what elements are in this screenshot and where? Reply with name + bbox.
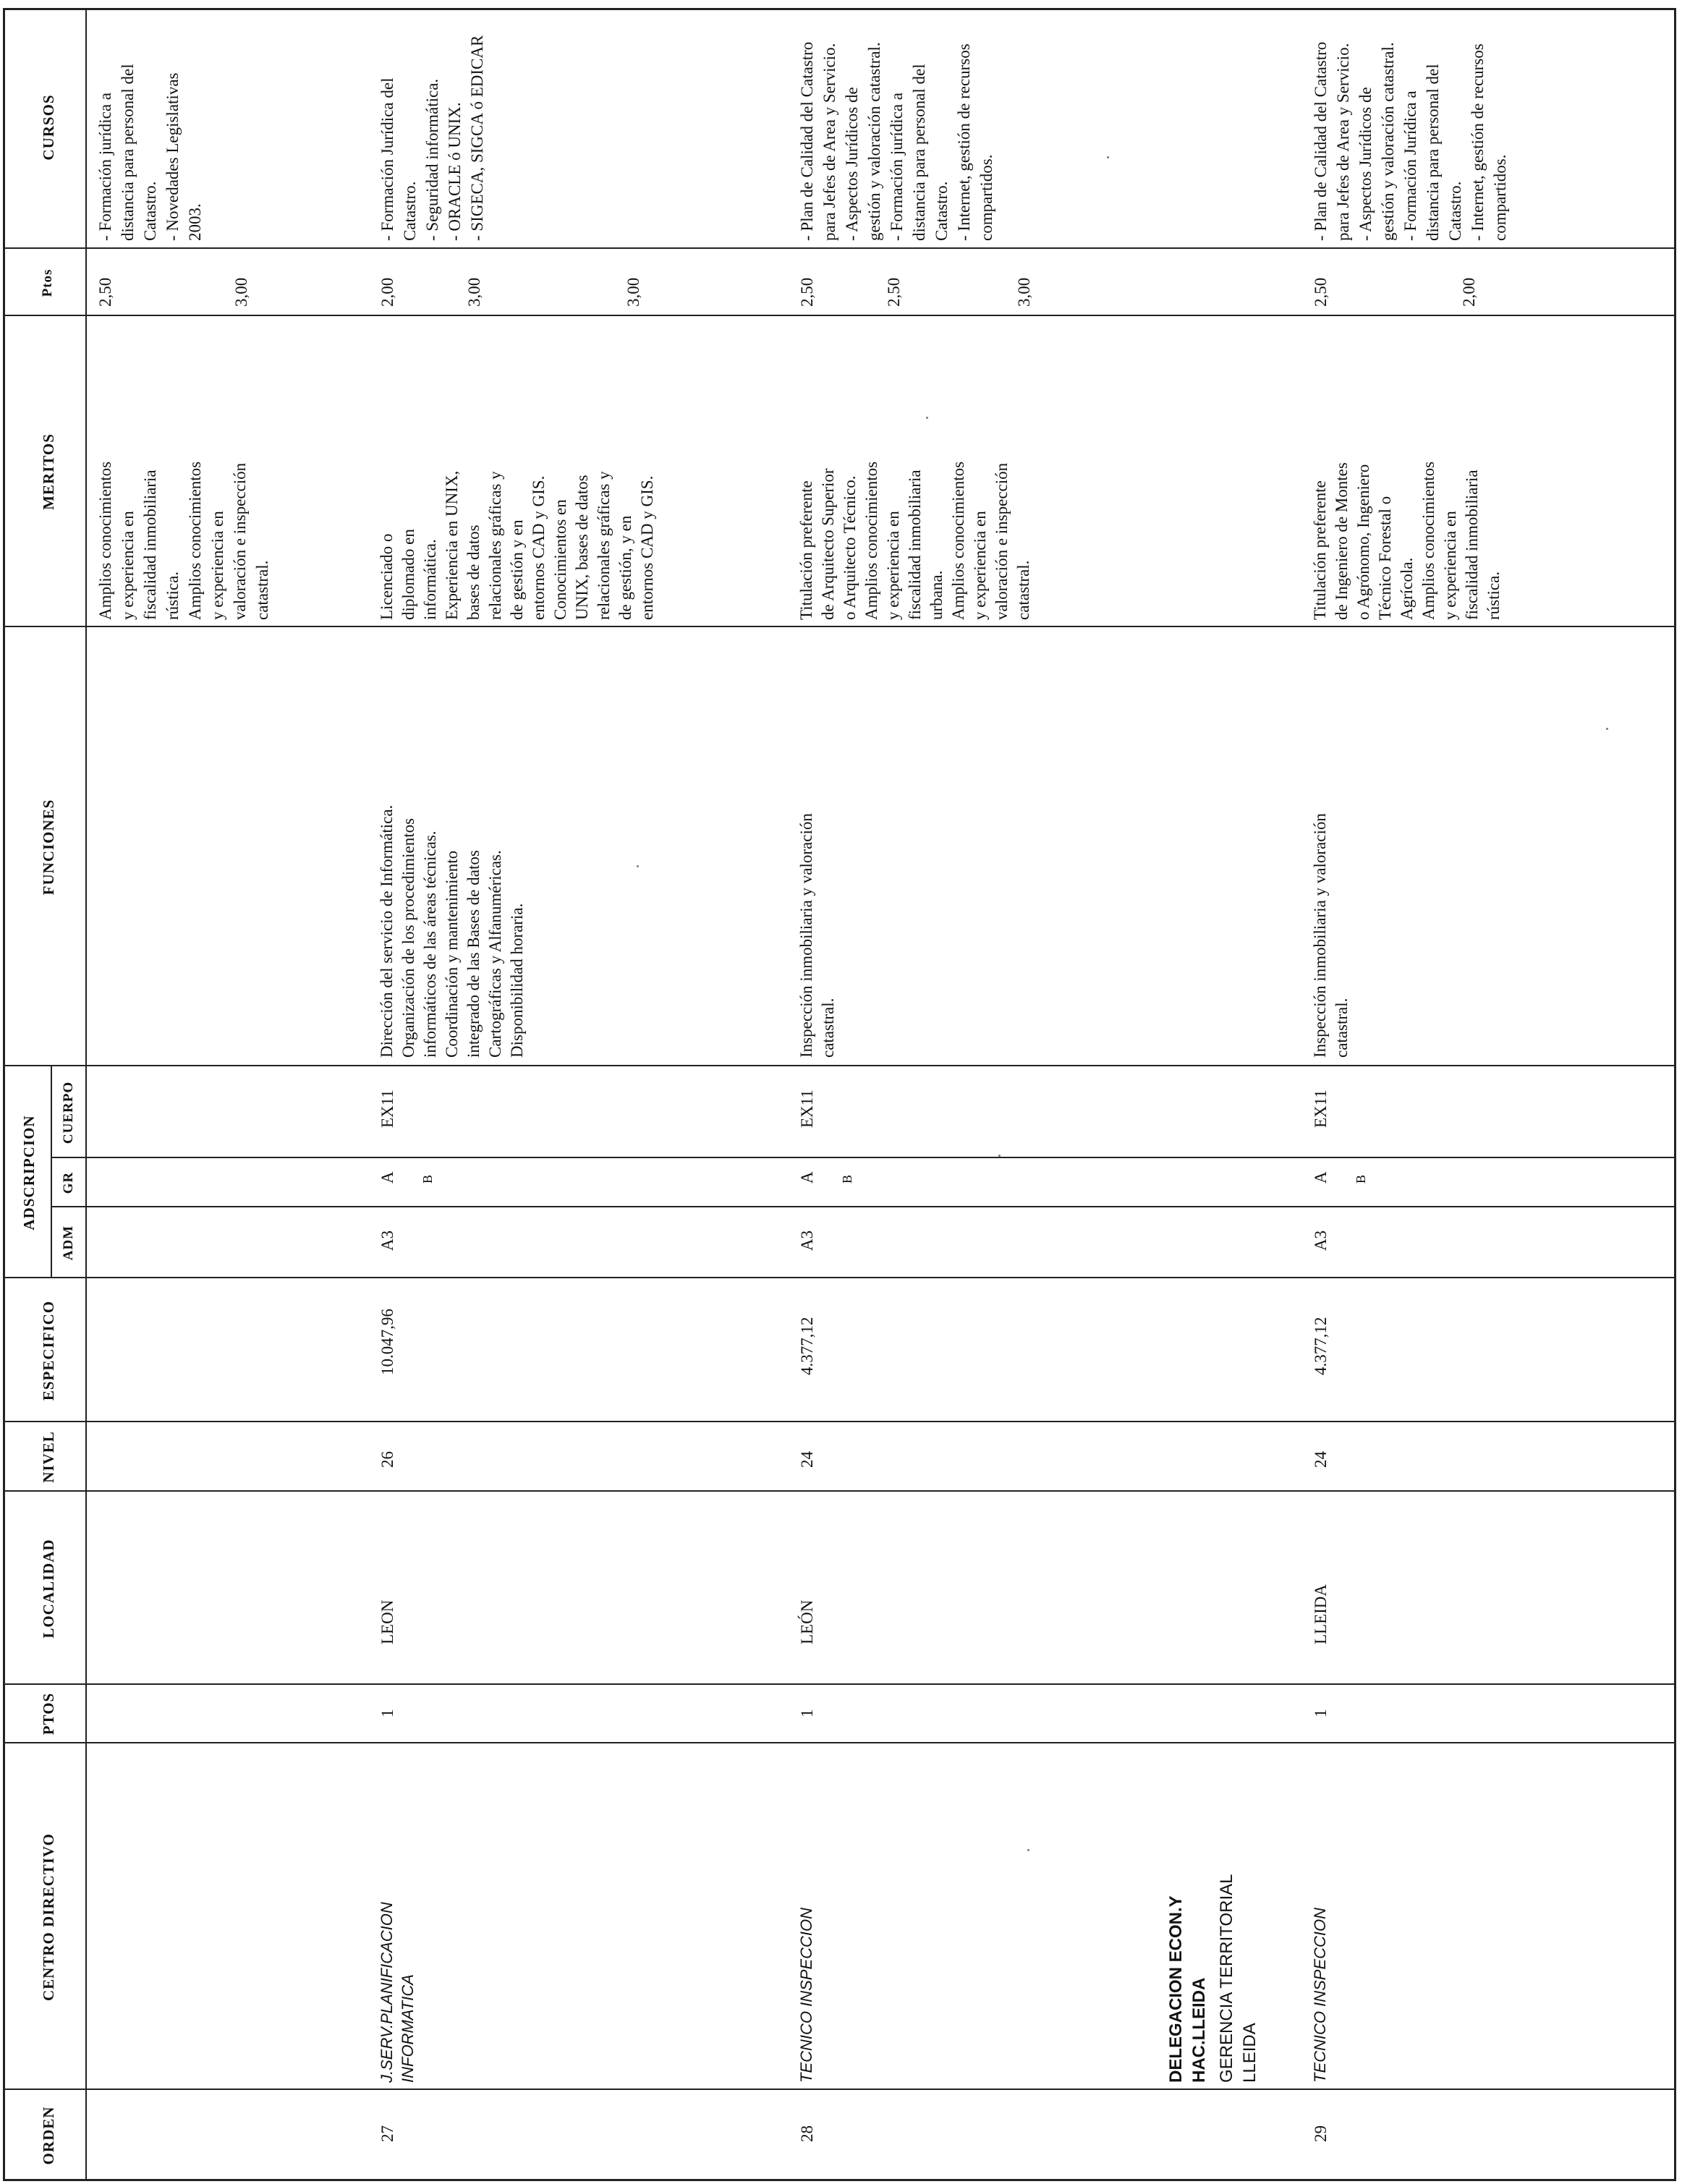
header-ptos-meritos: Ptos — [40, 268, 55, 297]
row-28-nivel: 24 — [798, 1451, 816, 1468]
header-funciones: FUNCIONES — [40, 799, 57, 896]
row-27-adm: A3 — [378, 1230, 396, 1251]
row-29-delegacion: DELEGACION ECON.Y HAC.LLEIDA — [1166, 1895, 1209, 2083]
row-28-cuerpo: EX11 — [798, 1089, 816, 1128]
row-27-gr-b: B — [420, 1174, 435, 1184]
header-ptos: PTOS — [40, 1692, 57, 1735]
header-cursos: CURSOS — [40, 94, 57, 161]
row-29-funciones: Inspección inmobiliaria y valoración catastral. — [1311, 813, 1351, 1058]
column-rule — [3, 2089, 1676, 2090]
header-nivel: NIVEL — [40, 1431, 57, 1483]
row-29-meritos: Titulación preferente de Ingeniero de Montes o Agrónomo, Ingeniero Técnico Forestal o Agrícola. Amplios conocimientos y experiencia en fiscalidad inmobiliaria rústica. — [1311, 461, 1503, 620]
column-rule — [3, 1683, 1676, 1685]
column-rule — [3, 626, 1676, 627]
adscripcion-subcolumn-rule — [51, 1206, 1676, 1207]
scan-speck — [1107, 156, 1109, 158]
row-27-pts-3: 3,00 — [624, 277, 642, 307]
row-27-meritos: Licenciado o diplomado en informática. Experiencia en UNIX, bases de datos relacionales gráficas y de gestión y en entornos CAD y GIS. Conocimientos en UNIX, bases de datos relacionales gráficas y de gestión, y en entornos CAD y GIS. — [378, 470, 656, 620]
row-28-gr-b: B — [840, 1174, 854, 1184]
row-28-gr-a: A — [798, 1171, 816, 1184]
column-rule — [3, 1742, 1676, 1743]
row-29-gr-a: A — [1312, 1171, 1330, 1184]
column-rule — [3, 1277, 1676, 1278]
row-28-centro: TECNICO INSPECCION — [797, 1907, 815, 2083]
column-rule — [3, 1065, 1676, 1066]
row-29-gr-b: B — [1354, 1174, 1368, 1184]
row-28-pts-2: 2,50 — [885, 277, 903, 307]
adscripcion-subheader-rule — [51, 1066, 52, 1278]
header-adscripcion: ADSCRIPCION — [20, 1115, 38, 1231]
scan-speck — [1027, 1849, 1029, 1851]
row-continued-pts-2: 3,00 — [232, 277, 250, 307]
header-gr: GR — [61, 1171, 76, 1194]
row-27-ptos: 1 — [378, 1709, 396, 1717]
row-28-pts-1: 2,50 — [798, 277, 816, 307]
row-27-centro: J.SERV.PLANIFICACION INFORMATICA — [378, 1902, 417, 2083]
row-27-localidad: LEON — [378, 1599, 396, 1644]
row-29-pts-1: 2,50 — [1312, 277, 1330, 307]
header-rule — [85, 8, 87, 2181]
row-28-ptos: 1 — [798, 1709, 816, 1717]
row-28-funciones: Inspección inmobiliaria y valoración catastral. — [797, 813, 837, 1058]
row-28-meritos: Titulación preferente de Arquitecto Superior o Arquitecto Técnico. Amplios conocimientos y experiencia en fiscalidad inmobiliaria urbana. Amplios conocimientos y experiencia en valoración e inspección catastral. — [797, 461, 1032, 620]
row-27-orden: 27 — [378, 2125, 396, 2142]
row-29-adm: A3 — [1312, 1230, 1330, 1251]
header-meritos: MERITOS — [40, 433, 57, 510]
header-cuerpo: CUERPO — [61, 1081, 76, 1144]
row-29-orden: 29 — [1312, 2125, 1330, 2142]
row-27-cuerpo: EX11 — [378, 1089, 396, 1128]
column-rule — [3, 315, 1676, 316]
scan-speck — [1606, 728, 1608, 730]
adscripcion-subcolumn-rule — [51, 1157, 1676, 1158]
row-28-pts-3: 3,00 — [1015, 277, 1033, 307]
row-29-cuerpo: EX11 — [1312, 1089, 1330, 1128]
row-29-gerencia: GERENCIA TERRITORIAL LLEIDA — [1217, 1874, 1260, 2083]
scan-speck — [637, 865, 639, 867]
row-27-gr-a: A — [378, 1171, 396, 1184]
scan-speck — [998, 1155, 1001, 1157]
header-especifico: ESPECIFICO — [40, 1300, 57, 1401]
row-27-funciones: Dirección del servicio de Informática. Organización de los procedimientos informáticos de las áreas técnicas. Coordinación y mantenimiento integrado de las Bases de datos Cartográficas y Alfanuméricas. Disponibilidad horaria. — [378, 804, 526, 1058]
row-27-pts-2: 3,00 — [465, 277, 483, 307]
header-adm: ADM — [61, 1225, 76, 1261]
row-29-pts-2: 2,00 — [1460, 277, 1478, 307]
row-29-ptos: 1 — [1312, 1709, 1330, 1717]
row-27-especifico: 10.047,96 — [378, 1309, 396, 1375]
row-28-localidad: LEÓN — [798, 1599, 816, 1644]
row-29-centro: TECNICO INSPECCION — [1311, 1907, 1329, 2083]
row-28-cursos: - Plan de Calidad del Catastro para Jefes de Area y Servicio. - Aspectos Jurídicos de gestión y valoración catastral. - Formación jurídica a distancia para personal del Catastro. - Internet, gestión de recursos compartidos. — [798, 41, 995, 241]
header-localidad: LOCALIDAD — [40, 1539, 57, 1639]
row-29-nivel: 24 — [1312, 1451, 1330, 1468]
row-29-localidad: LLEIDA — [1312, 1584, 1330, 1644]
row-28-adm: A3 — [798, 1230, 816, 1251]
row-29-especifico: 4.377,12 — [1312, 1317, 1330, 1375]
table-row-continued-cursos: - Formación jurídica a distancia para personal del Catastro. - Novedades Legislativas 2003. — [96, 64, 204, 241]
header-centro-directivo: CENTRO DIRECTIVO — [40, 1832, 57, 2002]
row-27-nivel: 26 — [378, 1451, 396, 1468]
table-row-continued-meritos: Amplios conocimientos y experiencia en fiscalidad inmobiliaria rústica. Amplios conocimientos y experiencia en valoración e inspección catastral. — [96, 461, 271, 620]
row-27-cursos: - Formación Jurídica del Catastro. - Seguridad informática. - ORACLE ó UNIX. - SIGECA, SIGCA ó EDICAR — [378, 35, 486, 241]
row-28-orden: 28 — [798, 2125, 816, 2142]
column-rule — [3, 1421, 1676, 1422]
column-rule — [3, 1490, 1676, 1492]
header-orden: ORDEN — [40, 2106, 57, 2165]
row-continued-pts-1: 2,50 — [96, 277, 114, 307]
row-27-pts-1: 2,00 — [378, 277, 396, 307]
column-rule — [3, 247, 1676, 249]
row-29-cursos: - Plan de Calidad del Catastro para Jefes de Area y Servicio. - Aspectos Jurídicos de gestión y valoración catastral. - Formación Jurídica a distancia para personal del Catastro. - Internet, gestión de recursos compartidos. — [1312, 41, 1509, 241]
scan-speck — [926, 417, 928, 419]
row-28-especifico: 4.377,12 — [798, 1317, 816, 1375]
